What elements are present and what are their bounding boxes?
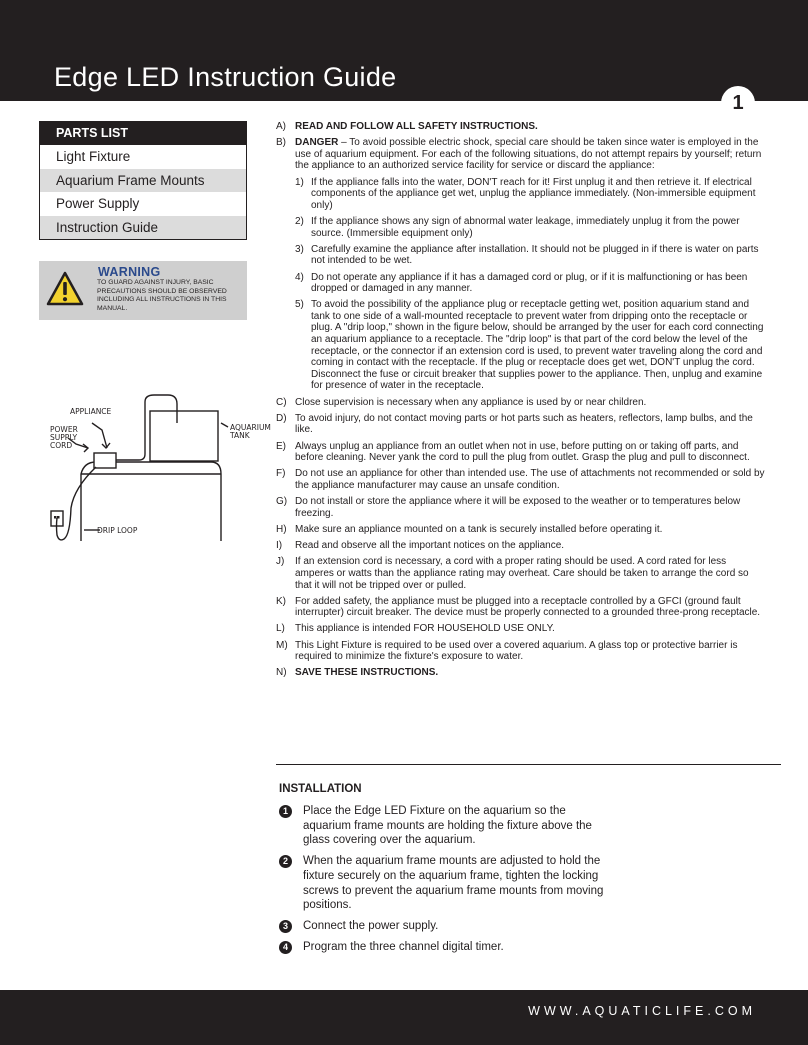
aquarium-tank-shape [150, 411, 218, 461]
safety-item [276, 640, 766, 663]
safety-item-letter: C) [276, 396, 287, 408]
safety-item-text: Read and observe all the important notices on the appliance. [295, 540, 565, 552]
page-header [0, 0, 808, 101]
drip-loop-diagram [44, 390, 282, 548]
safety-subitem [276, 177, 766, 212]
installation-step [279, 804, 609, 848]
safety-item-text: Always unplug an appliance from an outlet when not in use, before putting on or taking off parts, and before cleaning. Never yank the cord to pull the plug from outlet. Grasp the plug and pull to disconnect. [295, 440, 750, 464]
safety-item-text: If an extension cord is necessary, a cord with a proper rating should be used. A cord rated for less amperes or watts than the appliance rating may overheat. Care should be taken to arrange the cord so that it will not be tripped over or pulled. [295, 556, 749, 591]
safety-item [276, 667, 766, 679]
warning-box [39, 261, 247, 320]
step-text: When the aquarium frame mounts are adjusted to hold the fixture securely on the aquarium frame, tighten the locking screws to prevent the aquarium frame mounts from moving positions. [303, 855, 604, 912]
safety-item-text: – To avoid possible electric shock, special care should be taken since water is employed in the use of aquarium equipment. For each of the following situations, do not attempt repairs by yourself; return the appliance to an authorized service facility for service or discard the appliance: [295, 137, 762, 172]
safety-item-letter: H) [276, 523, 287, 535]
safety-item [276, 556, 766, 591]
safety-item-letter: A) [276, 121, 286, 132]
safety-item-letter: L) [276, 623, 285, 635]
step-number-icon: 1 [279, 805, 292, 818]
label-power-supply-3: CORD [50, 441, 73, 450]
label-power-supply-1: POWER [50, 425, 78, 434]
safety-item-text: This appliance is intended FOR HOUSEHOLD USE ONLY. [295, 623, 555, 635]
safety-item-letter: N) [276, 667, 287, 679]
safety-subitem [276, 272, 766, 295]
safety-item-letter: D) [276, 412, 287, 424]
parts-list-item: Light Fixture [56, 149, 131, 164]
subitem-number: 2) [295, 215, 304, 227]
step-text: Place the Edge LED Fixture on the aquarium so the aquarium frame mounts are holding the fixture above the glass covering over the aquarium. [303, 805, 592, 847]
parts-list-item: Aquarium Frame Mounts [40, 169, 246, 193]
label-aquarium-2: TANK [230, 431, 250, 440]
installation-step [279, 940, 609, 955]
safety-item [276, 121, 766, 133]
subitem-number: 5) [295, 299, 304, 311]
safety-item-letter: B) [276, 137, 286, 149]
subitem-number: 4) [295, 271, 304, 283]
safety-item-text: SAVE THESE INSTRUCTIONS. [295, 667, 439, 679]
safety-item [276, 137, 766, 172]
subitem-text: To avoid the possibility of the appliance plug or receptacle getting wet, position aquarium stand and tank to one side of a wall-mounted receptacle to prevent water from dripping onto the receptacle or plug. A "drip loop," shown in the figure below, should be arranged by the user for each cord connecting an aquarium appliance to a receptacle. The "drip loop" is that part of the cord below the level of the receptacle, or the connector if an extension cord is used, to prevent water traveling along the cord and coming in contact with the receptacle. If the plug or receptacle does get wet, DON'T unplug the cord. Disconnect the fuse or circuit breaker that supplies power to the appliance. Then, unplug and examine for presence of water in the receptacle. [311, 299, 764, 392]
subitem-number: 1) [295, 176, 304, 188]
installation-steps [279, 804, 609, 960]
step-number-icon: 4 [279, 941, 292, 954]
safety-item-text: READ AND FOLLOW ALL SAFETY INSTRUCTIONS. [295, 121, 538, 132]
appliance-box-shape [94, 453, 116, 468]
installation-step [279, 854, 609, 913]
danger-label: DANGER [295, 137, 339, 149]
safety-item-letter: I) [276, 540, 283, 552]
safety-item-letter: E) [276, 440, 286, 452]
warning-text: TO GUARD AGAINST INJURY, BASIC PRECAUTIONS SHOULD BE OBSERVED INCLUDING ALL INSTRUCTIONS IN THIS MANUAL. [97, 279, 227, 313]
subitem-text: Do not operate any appliance if it has a damaged cord or plug, or if it is malfunctioning or has been dropped or damaged in any manner. [311, 271, 748, 295]
installation-title: INSTALLATION [279, 783, 362, 795]
website-link[interactable]: WWW.AQUATICLIFE.COM [528, 1004, 756, 1018]
installation-step [279, 919, 609, 934]
safety-item-text: To avoid injury, do not contact moving parts or hot parts such as heaters, reflectors, lamp bulbs, and the like. [295, 412, 753, 436]
label-appliance: APPLIANCE [70, 407, 112, 416]
parts-list-item: Power Supply [56, 196, 140, 212]
drip-loop-cord-shape [57, 467, 97, 540]
label-aquarium-1: AQUARIUM [230, 423, 271, 432]
warning-title: WARNING [98, 265, 161, 279]
safety-subitem [276, 244, 766, 267]
safety-item [276, 540, 766, 552]
page-footer [0, 990, 808, 1045]
subitem-number: 3) [295, 243, 304, 255]
safety-subitem [276, 216, 766, 239]
safety-item [276, 596, 766, 619]
safety-item [276, 413, 766, 436]
safety-item-text: Make sure an appliance mounted on a tank is securely installed before operating it. [295, 523, 663, 535]
safety-item-letter: K) [276, 595, 286, 607]
safety-item [276, 441, 766, 464]
safety-item-letter: F) [276, 468, 286, 480]
label-power-supply-2: SUPPLY [50, 433, 78, 442]
safety-item-text: Close supervision is necessary when any appliance is used by or near children. [295, 396, 647, 408]
subitem-text: Carefully examine the appliance after installation. It should not be plugged in if there is water on parts not intended to be wet. [311, 243, 759, 267]
step-number-icon: 2 [279, 855, 292, 868]
step-number-icon: 3 [279, 920, 292, 933]
step-text: Connect the power supply. [303, 919, 439, 932]
safety-item [276, 623, 766, 635]
warning-triangle-icon [46, 271, 84, 307]
safety-item [276, 468, 766, 491]
safety-item-letter: G) [276, 496, 288, 508]
parts-list-heading: PARTS LIST [40, 122, 246, 145]
safety-item-text: Do not use an appliance for other than intended use. The use of attachments not recommended or sold by the appliance manufacturer may cause an unsafe condition. [295, 468, 765, 491]
subitem-text: If the appliance shows any sign of abnormal water leakage, immediately unplug it from the power source. (Immersible equipment only) [311, 215, 740, 239]
safety-subitem [276, 299, 766, 392]
safety-item-letter: M) [276, 639, 288, 651]
parts-list [39, 121, 247, 240]
step-text: Program the three channel digital timer. [303, 940, 504, 953]
appliance-tube-shape [116, 395, 177, 460]
safety-item-text: For added safety, the appliance must be plugged into a receptacle controlled by a GFCI (ground fault interrupter) circuit breaker. The device must be properly connected to a grounded three-prong receptacle. [295, 595, 761, 619]
safety-item [276, 397, 766, 409]
parts-list-item: Instruction Guide [40, 216, 246, 240]
safety-item [276, 496, 766, 519]
page-number-badge: 1 [721, 86, 755, 120]
safety-item-letter: J) [276, 556, 285, 568]
safety-item [276, 524, 766, 536]
section-divider [276, 764, 781, 765]
safety-item-text: Do not install or store the appliance where it will be exposed to the weather or to temperatures below freezing. [295, 496, 741, 519]
safety-instructions [276, 121, 766, 684]
subitem-text: If the appliance falls into the water, DON'T reach for it! First unplug it and then retrieve it. If electrical components of the appliance get wet, unplug the appliance immediately. (Non-immersible equipment only) [311, 176, 756, 211]
page-title: Edge LED Instruction Guide [54, 62, 397, 92]
label-drip-loop: DRIP LOOP [97, 526, 138, 535]
safety-item-text: This Light Fixture is required to be used over a covered aquarium. A glass top or protective barrier is required to minimize the fixture's exposure to water. [295, 639, 738, 663]
